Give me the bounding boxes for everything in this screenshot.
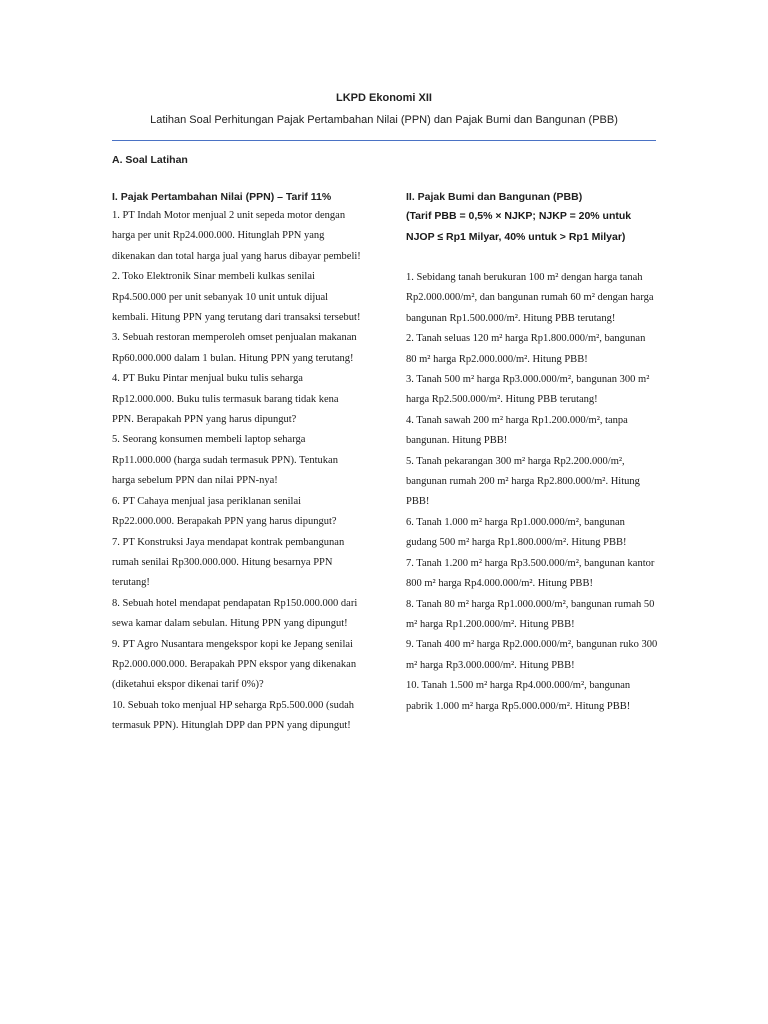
pbb-rate-note: (Tarif PBB = 0,5% × NJKP; NJKP = 20% untuk NJOP ≤ Rp1 Milyar, 40% untuk > Rp1 Milyar) [406,210,632,243]
ppn-question-10: 10. Sebuah toko menjual HP seharga Rp5.500.000 (sudah termasuk PPN). Hitunglah DPP dan PPN yang dipungut! [112,699,355,732]
ppn-question-3: 3. Sebuah restoran memperoleh omset penjualan makanan Rp60.000.000 dalam 1 bulan. Hitung PPN yang terutang! [112,332,357,364]
pbb-question-3: 3. Tanah 500 m² harga Rp3.000.000/m², bangunan 300 m² harga Rp2.500.000/m². Hitung PBB terutang! [406,374,650,406]
ppn-heading: I. Pajak Pertambahan Nilai (PPN) – Tarif 11% [112,191,332,203]
pbb-question-1: 1. Sebidang tanah berukuran 100 m² dengan harga tanah Rp2.000.000/m², dan bangunan rumah 60 m² dengan harga bangunan Rp1.500.000/m². Hitung PBB terutang! [406,272,654,324]
pbb-question-5: 5. Tanah pekarangan 300 m² harga Rp2.200.000/m², bangunan rumah 200 m² harga Rp2.800.000/m². Hitung PBB! [406,455,640,508]
pbb-question-4: 4. Tanah sawah 200 m² harga Rp1.200.000/m², tanpa bangunan. Hitung PBB! [406,414,628,447]
ppn-question-7: 7. PT Konstruksi Jaya mendapat kontrak pembangunan rumah senilai Rp300.000.000. Hitung besarnya PPN terutang! [112,536,345,589]
document-subtitle: Latihan Soal Perhitungan Pajak Pertambahan Nilai (PPN) dan Pajak Bumi dan Bangunan (PBB) [150,114,618,126]
spacer [406,248,658,268]
pbb-heading: II. Pajak Bumi dan Bangunan (PBB) [406,191,583,203]
pbb-column [406,188,658,717]
ppn-question-5: 5. Seorang konsumen membeli laptop seharga Rp11.000.000 (harga sudah termasuk PPN). Tentukan harga sebelum PPN dan nilai PPN-nya! [112,434,338,487]
pbb-question-10: 10. Tanah 1.500 m² harga Rp4.000.000/m², bangunan pabrik 1.000 m² harga Rp5.000.000/m². Hitung PBB! [406,680,631,712]
ppn-question-1: 1. PT Indah Motor menjual 2 unit sepeda motor dengan harga per unit Rp24.000.000. Hitunglah PPN yang dikenakan dan total harga jual yang harus dibayar pembeli! [112,210,361,262]
ppn-column [112,188,362,737]
section-heading: A. Soal Latihan [112,154,188,166]
ppn-question-4: 4. PT Buku Pintar menjual buku tulis seharga Rp12.000.000. Buku tulis termasuk barang tidak kena PPN. Berapakah PPN yang harus dipungut? [112,373,339,426]
pbb-question-9: 9. Tanah 400 m² harga Rp2.000.000/m², bangunan ruko 300 m² harga Rp3.000.000/m². Hitung PBB! [406,639,658,671]
pbb-question-6: 6. Tanah 1.000 m² harga Rp1.000.000/m², bangunan gudang 500 m² harga Rp1.800.000/m². Hitung PBB! [406,516,627,549]
ppn-question-6: 6. PT Cahaya menjual jasa periklanan senilai Rp22.000.000. Berapakah PPN yang harus dipungut? [112,495,337,528]
pbb-question-7: 7. Tanah 1.200 m² harga Rp3.500.000/m², bangunan kantor 800 m² harga Rp4.000.000/m². Hitung PBB! [406,557,655,590]
header-divider [112,140,656,141]
ppn-question-2: 2. Toko Elektronik Sinar membeli kulkas senilai Rp4.500.000 per unit sebanyak 10 unit untuk dijual kembali. Hitung PPN yang terutang dari transaksi tersebut! [112,271,361,324]
document-title: LKPD Ekonomi XII [336,92,432,104]
ppn-question-9: 9. PT Agro Nusantara mengekspor kopi ke Jepang senilai Rp2.000.000.000. Berapakah PPN ekspor yang dikenakan (diketahui ekspor dikenai tarif 0%)? [112,638,357,691]
ppn-question-8: 8. Sebuah hotel mendapat pendapatan Rp150.000.000 dari sewa kamar dalam sebulan. Hitung PPN yang dipungut! [112,597,358,630]
pbb-question-8: 8. Tanah 80 m² harga Rp1.000.000/m², bangunan rumah 50 m² harga Rp1.200.000/m². Hitung PBB! [406,598,655,630]
pbb-question-2: 2. Tanah seluas 120 m² harga Rp1.800.000/m², bangunan 80 m² harga Rp2.000.000/m². Hitung PBB! [406,333,646,365]
